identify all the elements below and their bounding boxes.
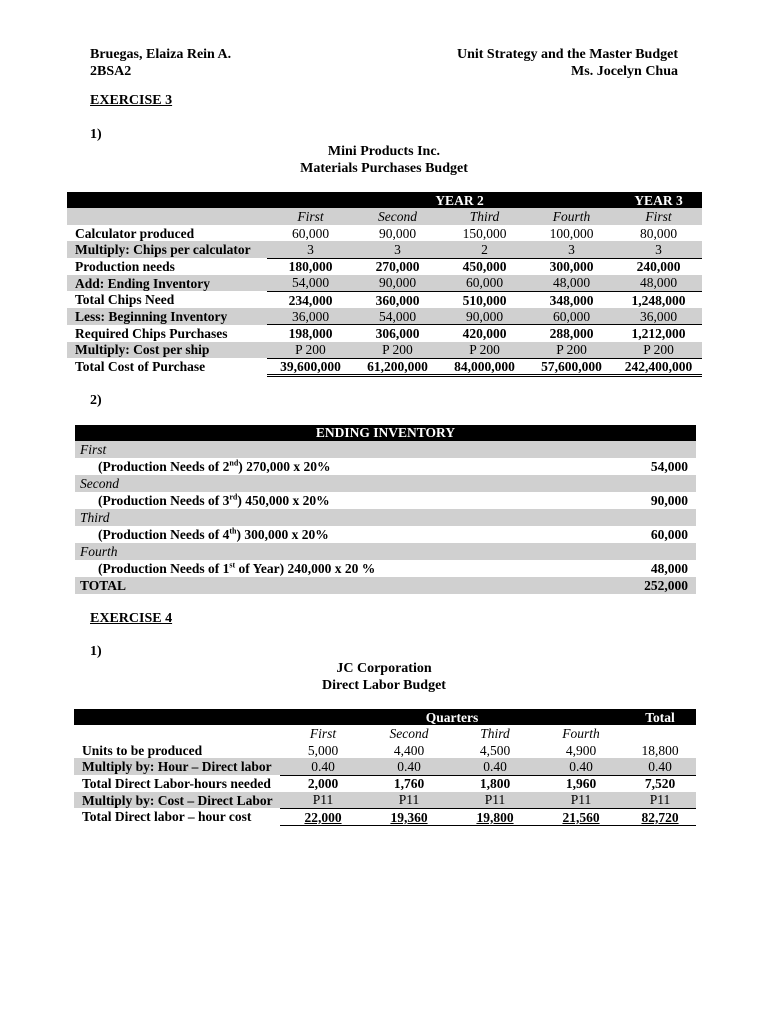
inventory-total-row [75,577,696,594]
table-row [74,808,696,825]
computation-text [98,526,329,543]
table-cell: 1,800 [479,776,511,792]
quarter-label: Fourth [80,544,118,559]
row-label: Units to be produced [82,742,203,758]
row-label: Add: Ending Inventory [67,275,267,292]
table-cell: 0.40 [280,758,366,775]
table-cell: 60,000 [528,308,615,325]
table-cell: 288,000 [549,325,594,341]
quarter-label: Third [480,725,510,741]
computation-text-part: ) 450,000 x 20% [237,493,330,508]
ending-inventory-table [75,425,696,594]
quarter-label: First [615,208,702,225]
total-value: 252,000 [644,578,688,593]
table-cell: 198,000 [288,325,333,341]
table-cell: P11 [280,792,366,809]
inventory-computation-row [75,492,696,509]
table-cell: P11 [624,792,696,809]
teacher-name: Ms. Jocelyn Chua [571,64,678,79]
quarter-label: First [309,725,337,741]
table-cell: 22,000 [304,809,342,825]
table-cell: 4,500 [479,742,511,758]
table-cell: P11 [538,792,624,809]
table-cell: 54,000 [267,275,354,292]
table-cell: 80,000 [639,225,678,241]
exercise3-company: Mini Products Inc. [327,144,441,159]
direct-labor-table [74,709,696,825]
table-cell: 1,248,000 [631,292,686,308]
student-section: 2BSA2 [90,64,132,79]
table-row [67,325,702,342]
exercise4-item1: 1) [90,644,102,659]
computation-text [98,492,330,509]
inventory-value: 90,000 [650,493,688,508]
exercise4-budget-title: Direct Labor Budget [322,678,446,693]
table-cell: 420,000 [462,325,507,341]
table-row [67,358,702,375]
year-header-row [67,192,702,208]
table-cell: 0.40 [624,758,696,775]
table-cell: 5,000 [307,742,339,758]
quarter-label: Fourth [528,208,615,225]
quarter-label: Second [354,208,441,225]
table-cell: 270,000 [375,259,420,275]
table-cell: 36,000 [615,308,702,325]
table-cell: 240,000 [636,259,681,275]
quarter-header-row [67,208,702,225]
row-label: Multiply: Chips per calculator [67,241,267,258]
computation-text-part: (Production Needs of 3 [98,493,230,508]
table-cell: 60,000 [441,275,528,292]
computation-text-part: of Year) 240,000 x 20 % [235,561,376,576]
table-cell: 48,000 [615,275,702,292]
table-cell: 39,600,000 [267,358,354,375]
row-label: Required Chips Purchases [75,325,228,341]
exercise3-title: EXERCISE 3 [90,93,173,108]
table-cell: 2,000 [307,776,339,792]
computation-text-part: (Production Needs of 1 [98,561,230,576]
table-cell: 242,400,000 [615,358,702,375]
table-row [74,758,696,775]
quarters-label: Quarters [366,709,538,725]
table-cell: P 200 [267,342,354,359]
table-cell: 1,760 [393,776,425,792]
table-row [67,275,702,292]
inventory-value: 60,000 [650,527,688,542]
year2-label: YEAR 2 [354,192,528,208]
inventory-computation-row [75,458,696,475]
table-cell: 4,900 [565,742,597,758]
table-cell: P11 [452,792,538,809]
inventory-value: 54,000 [650,459,688,474]
materials-purchases-table [67,192,702,377]
table-cell: P11 [366,792,452,809]
table-cell: 90,000 [441,308,528,325]
table-cell: 18,800 [641,742,679,758]
table-row [74,792,696,809]
final-total-rule [280,825,696,826]
table-cell: 54,000 [354,308,441,325]
table-cell: 19,800 [476,809,514,825]
table-cell: 450,000 [462,259,507,275]
table-cell: 0.40 [366,758,452,775]
exercise3-budget-title: Materials Purchases Budget [300,161,468,176]
table-cell: 19,360 [390,809,428,825]
table-cell: 150,000 [462,225,507,241]
table-row [67,225,702,242]
table-cell: 300,000 [549,259,594,275]
table-cell: 3 [267,241,354,258]
quarter-label: Fourth [562,725,600,741]
exercise3-item1: 1) [90,127,102,142]
table-cell: 84,000,000 [441,358,528,375]
table-row [67,241,702,258]
computation-text-part: ) 270,000 x 20% [238,459,331,474]
table-cell: 234,000 [288,292,333,308]
table-cell: P 200 [441,342,528,359]
table-cell: 82,720 [641,809,679,825]
row-label: Total Direct labor – hour cost [82,809,252,825]
table-cell: 21,560 [562,809,600,825]
ordinal-suffix: st [229,560,236,570]
table-cell: 57,600,000 [528,358,615,375]
quarter-label: First [80,442,107,457]
table-cell: 0.40 [452,758,538,775]
table-cell: 3 [528,241,615,258]
student-name: Bruegas, Elaiza Rein A. [90,47,232,62]
student-info [90,46,231,80]
quarter-label: Third [441,208,528,225]
computation-text-part: ) 300,000 x 20% [236,527,329,542]
inventory-computation-row [75,526,696,543]
table-row [67,308,702,325]
ordinal-suffix: rd [229,492,238,502]
table-row [67,258,702,275]
table-cell: P 200 [528,342,615,359]
table-cell: 180,000 [288,259,333,275]
row-label: Less: Beginning Inventory [67,308,267,325]
table-cell: 3 [354,241,441,258]
inventory-quarter-row [75,509,696,526]
ordinal-suffix: nd [229,458,239,468]
quarter-label: Third [80,510,110,525]
year3-label: YEAR 3 [615,192,702,208]
row-label: Total Direct Labor-hours needed [82,775,271,791]
table-row [74,742,696,759]
table-cell: 4,400 [393,742,425,758]
inventory-quarter-row [75,475,696,492]
total-label: TOTAL [80,578,127,593]
table-row [67,342,702,359]
table-cell: 90,000 [354,275,441,292]
table-cell: 90,000 [378,225,417,241]
table-cell: P 200 [354,342,441,359]
table-cell: 0.40 [538,758,624,775]
inventory-computation-row [75,560,696,577]
table-row [74,775,696,792]
inventory-quarter-row [75,543,696,560]
row-label: Calculator produced [75,225,195,241]
total-label: Total [624,709,696,725]
computation-text-part: (Production Needs of 2 [98,459,230,474]
table-cell: 36,000 [267,308,354,325]
table-cell: 510,000 [462,292,507,308]
inventory-value: 48,000 [650,561,688,576]
exercise3-item2: 2) [90,393,102,408]
table-cell: 360,000 [375,292,420,308]
table-cell: 306,000 [375,325,420,341]
table-cell: 61,200,000 [354,358,441,375]
computation-text [98,560,375,577]
row-label: Multiply by: Cost – Direct Labor [74,792,280,809]
exercise4-company: JC Corporation [336,661,432,676]
ordinal-suffix: th [229,526,237,536]
quarter-label: First [267,208,354,225]
quarters-header-row [74,709,696,725]
table-cell: 2 [441,241,528,258]
table-cell: 100,000 [549,225,594,241]
exercise4-title: EXERCISE 4 [90,611,173,626]
inventory-quarter-row [75,441,696,458]
row-label: Multiply by: Hour – Direct labor [74,758,280,775]
computation-text [98,458,331,475]
table-cell: P 200 [615,342,702,359]
table-row [67,291,702,308]
table-cell: 60,000 [291,225,330,241]
table-cell: 1,212,000 [631,325,686,341]
table-cell: 3 [615,241,702,258]
quarter-label: Second [389,725,429,741]
row-label: Total Cost of Purchase [75,359,206,375]
row-label: Production needs [75,258,175,274]
course-info [457,46,678,80]
quarter-label: Second [80,476,119,491]
table-cell: 348,000 [549,292,594,308]
quarter-header-row [74,725,696,742]
computation-text-part: (Production Needs of 4 [98,527,230,542]
row-label: Total Chips Need [75,292,175,308]
ending-inventory-title: ENDING INVENTORY [75,425,696,441]
table-cell: 48,000 [528,275,615,292]
subject-title: Unit Strategy and the Master Budget [456,47,678,62]
table-cell: 7,520 [644,776,676,792]
row-label: Multiply: Cost per ship [67,342,267,359]
table-cell: 1,960 [565,776,597,792]
